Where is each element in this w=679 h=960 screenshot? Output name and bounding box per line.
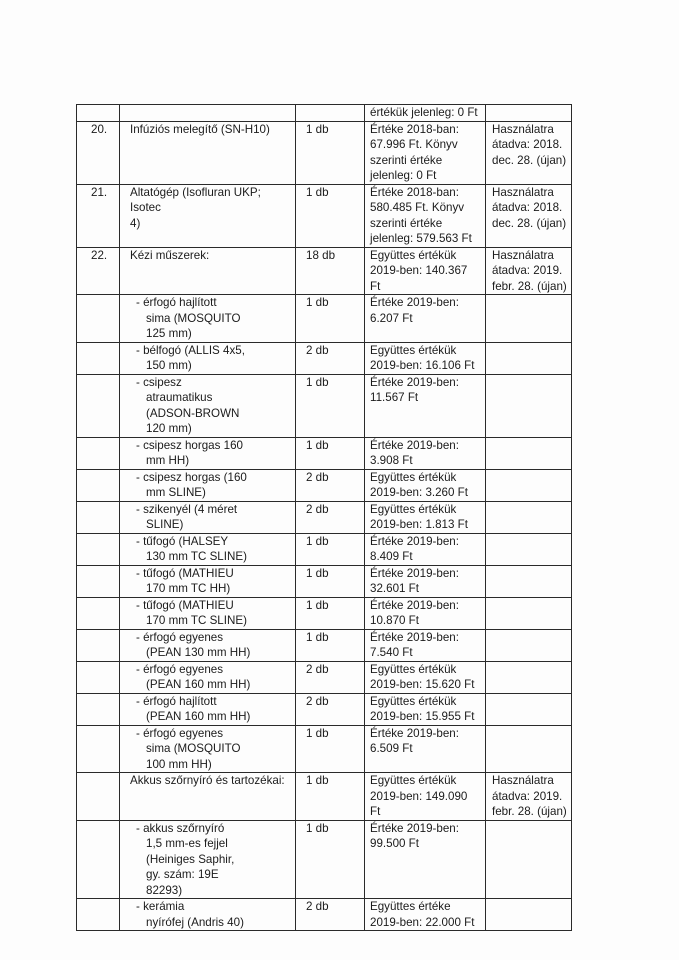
note-text [486,469,572,501]
quantity: 1 db [296,565,365,597]
row-number [77,773,120,821]
row-number [77,295,120,343]
table-row [77,773,572,821]
row-number [77,469,120,501]
note-text [486,725,572,773]
value-text: Együttes értéke 2019-ben: 22.000 Ft [365,899,486,931]
note-text: Használatra átadva: 2018. dec. 28. (újan) [486,121,572,184]
row-number [77,899,120,931]
note-text [486,105,572,122]
item-name: - tűfogó (MATHIEU 170 mm TC HH) [120,565,296,597]
row-number: 21. [77,184,120,247]
row-number [77,533,120,565]
row-number [77,342,120,374]
quantity: 1 db [296,437,365,469]
row-number [77,725,120,773]
value-text: Értéke 2019-ben: 6.207 Ft [365,295,486,343]
item-name: - kerámia nyírófej (Andris 40) [120,899,296,931]
value-text: Értéke 2019-ben: 11.567 Ft [365,374,486,437]
quantity: 1 db [296,295,365,343]
quantity: 1 db [296,820,365,899]
note-text [486,374,572,437]
quantity: 2 db [296,342,365,374]
note-text: Használatra átadva: 2019. febr. 28. (újan) [486,247,572,295]
value-text: Értéke 2018-ban: 580.485 Ft. Könyv szerinti értéke jelenleg: 579.563 Ft [365,184,486,247]
row-number: 20. [77,121,120,184]
item-name: Kézi műszerek: [120,247,296,295]
note-text: Használatra átadva: 2018. dec. 28. (újan) [486,184,572,247]
quantity: 1 db [296,533,365,565]
value-text: Együttes értékük 2019-ben: 16.106 Ft [365,342,486,374]
value-text: Együttes értékük 2019-ben: 140.367 Ft [365,247,486,295]
quantity: 1 db [296,629,365,661]
item-name: - csipesz horgas 160 mm HH) [120,437,296,469]
item-name: Infúziós melegítő (SN-H10) [120,121,296,184]
table-row [77,899,572,931]
value-text: Értéke 2019-ben: 32.601 Ft [365,565,486,597]
table-row [77,629,572,661]
item-name: Akkus szőrnyíró és tartozékai: [120,773,296,821]
table-row [77,469,572,501]
note-text [486,820,572,899]
row-number [77,105,120,122]
row-number [77,437,120,469]
table-row [77,247,572,295]
item-name: - tűfogó (HALSEY 130 mm TC SLINE) [120,533,296,565]
value-text: értékük jelenleg: 0 Ft [365,105,486,122]
value-text: Együttes értékük 2019-ben: 1.813 Ft [365,501,486,533]
value-text: Értéke 2019-ben: 7.540 Ft [365,629,486,661]
table-row [77,725,572,773]
table-row [77,820,572,899]
item-name: - bélfogó (ALLIS 4x5, 150 mm) [120,342,296,374]
row-number [77,661,120,693]
table-row [77,597,572,629]
quantity: 2 db [296,501,365,533]
quantity: 1 db [296,725,365,773]
item-name: - tűfogó (MATHIEU 170 mm TC SLINE) [120,597,296,629]
row-number [77,501,120,533]
note-text [486,342,572,374]
table-row [77,565,572,597]
note-text [486,501,572,533]
item-name [120,105,296,122]
inventory-table [76,104,572,931]
table-row [77,121,572,184]
value-text: Együttes értékük 2019-ben: 15.955 Ft [365,693,486,725]
item-name: - csipesz horgas (160 mm SLINE) [120,469,296,501]
note-text: Használatra átadva: 2019. febr. 28. (újan) [486,773,572,821]
table-row [77,295,572,343]
quantity: 2 db [296,661,365,693]
table-row [77,105,572,122]
table-row [77,184,572,247]
table-row [77,501,572,533]
item-name: - érfogó hajlított (PEAN 160 mm HH) [120,693,296,725]
quantity: 2 db [296,469,365,501]
row-number [77,629,120,661]
quantity: 1 db [296,597,365,629]
note-text [486,597,572,629]
value-text: Értéke 2019-ben: 99.500 Ft [365,820,486,899]
table-row [77,661,572,693]
row-number [77,565,120,597]
value-text: Értéke 2019-ben: 8.409 Ft [365,533,486,565]
value-text: Értéke 2018-ban: 67.996 Ft. Könyv szerinti értéke jelenleg: 0 Ft [365,121,486,184]
quantity: 2 db [296,693,365,725]
item-name: - akkus szőrnyíró 1,5 mm-es fejjel (Heiniges Saphir, gy. szám: 19E 82293) [120,820,296,899]
value-text: Együttes értékük 2019-ben: 149.090 Ft [365,773,486,821]
note-text [486,693,572,725]
quantity: 1 db [296,374,365,437]
item-name: - érfogó egyenes (PEAN 130 mm HH) [120,629,296,661]
quantity: 1 db [296,184,365,247]
value-text: Értéke 2019-ben: 6.509 Ft [365,725,486,773]
item-name: - érfogó hajlított sima (MOSQUITO 125 mm) [120,295,296,343]
table-row [77,693,572,725]
row-number [77,597,120,629]
value-text: Együttes értékük 2019-ben: 15.620 Ft [365,661,486,693]
row-number [77,374,120,437]
row-number [77,820,120,899]
row-number: 22. [77,247,120,295]
note-text [486,437,572,469]
quantity: 1 db [296,773,365,821]
note-text [486,295,572,343]
note-text [486,629,572,661]
item-name: - csipesz atraumatikus (ADSON-BROWN 120 mm) [120,374,296,437]
row-number [77,693,120,725]
table-row [77,533,572,565]
note-text [486,899,572,931]
quantity: 18 db [296,247,365,295]
quantity: 2 db [296,899,365,931]
item-name: - érfogó egyenes sima (MOSQUITO 100 mm HH) [120,725,296,773]
quantity: 1 db [296,121,365,184]
quantity [296,105,365,122]
inventory-table-body [77,105,572,931]
value-text: Értéke 2019-ben: 10.870 Ft [365,597,486,629]
note-text [486,533,572,565]
table-row [77,374,572,437]
value-text: Értéke 2019-ben: 3.908 Ft [365,437,486,469]
item-name: Altatógép (Isofluran UKP; Isotec 4) [120,184,296,247]
table-row [77,342,572,374]
note-text [486,661,572,693]
item-name: - szikenyél (4 méret SLINE) [120,501,296,533]
value-text: Együttes értékük 2019-ben: 3.260 Ft [365,469,486,501]
table-row [77,437,572,469]
note-text [486,565,572,597]
item-name: - érfogó egyenes (PEAN 160 mm HH) [120,661,296,693]
